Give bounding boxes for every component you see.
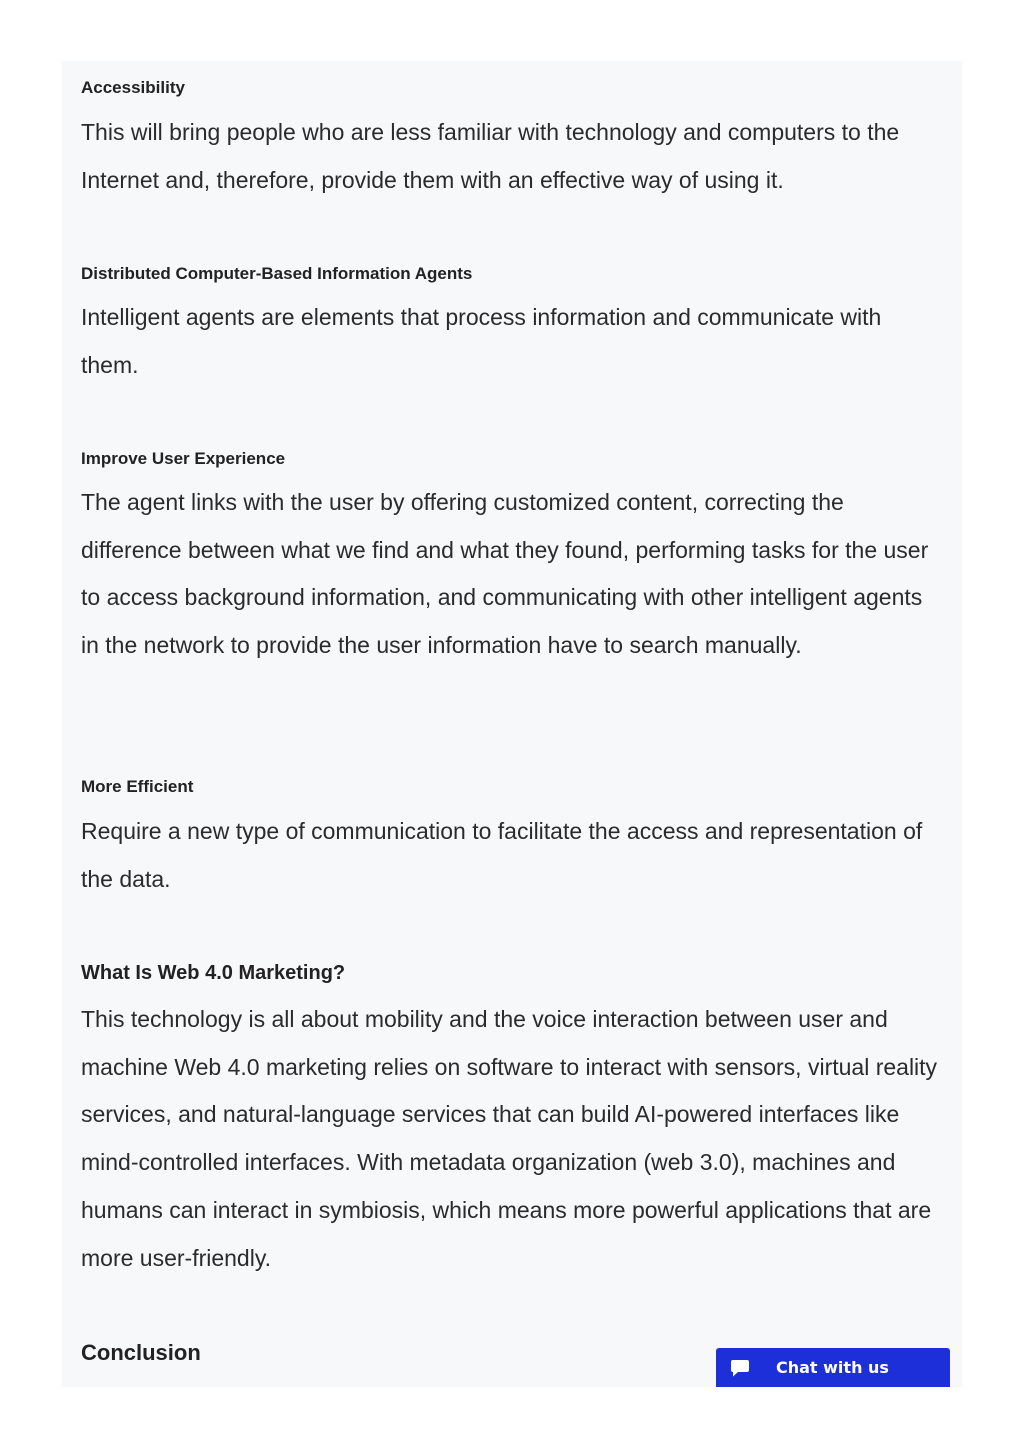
heading-more-efficient: More Efficient xyxy=(81,777,194,796)
heading-conclusion: Conclusion xyxy=(81,1340,201,1365)
chat-widget-button[interactable] xyxy=(716,1348,950,1387)
paragraph-more-efficient: Require a new type of communication to facilitate the access and representation of the data. xyxy=(81,818,923,892)
chat-bubble-icon xyxy=(730,1358,750,1378)
paragraph-user-experience: The agent links with the user by offering customized content, correcting the difference between what we find and what they found, performing tasks for the user to access background information, and communicating with other intelligent agents in the network to provide the user information have to search manually. xyxy=(81,489,929,659)
paragraph-distributed-agents: Intelligent agents are elements that process information and communicate with them. xyxy=(81,304,882,378)
heading-user-experience: Improve User Experience xyxy=(81,449,286,468)
paragraph-web4-marketing: This technology is all about mobility and the voice interaction between user and machine Web 4.0 marketing relies on software to interact with sensors, virtual reality services, and natural-language services that can build AI-powered interfaces like mind-controlled interfaces. With metadata organization (web 3.0), machines and humans can interact in symbiosis, which means more powerful applications that are more user-friendly. xyxy=(81,1006,938,1271)
heading-accessibility: Accessibility xyxy=(81,78,185,97)
paragraph-accessibility: This will bring people who are less familiar with technology and computers to the Internet and, therefore, provide them with an effective way of using it. xyxy=(81,119,900,193)
article-panel xyxy=(62,61,962,1387)
heading-distributed-agents: Distributed Computer-Based Information Agents xyxy=(81,264,473,283)
heading-web4-marketing: What Is Web 4.0 Marketing? xyxy=(81,962,346,984)
chat-label: Chat with us xyxy=(776,1358,889,1377)
